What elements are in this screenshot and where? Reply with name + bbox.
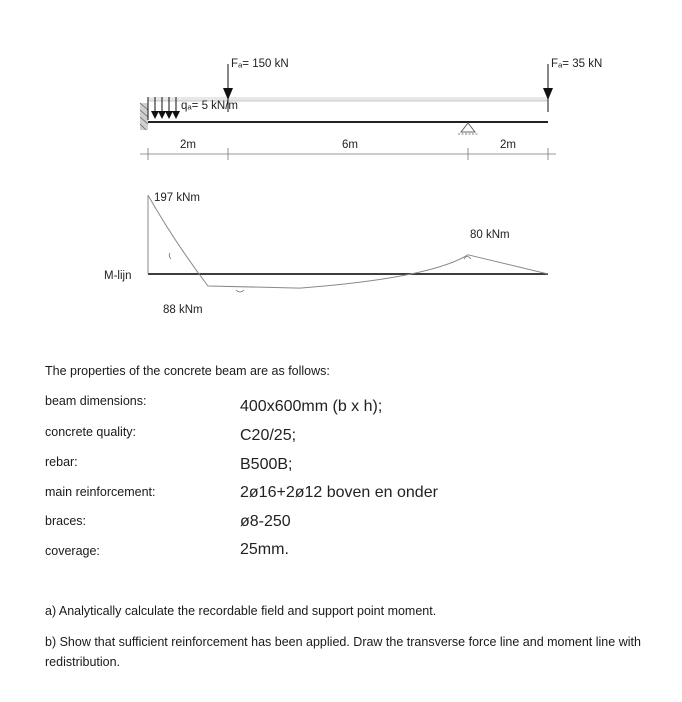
property-value-main-reinforcement: 2ø16+2ø12 boven en onder <box>240 484 438 501</box>
property-label-braces: braces: <box>45 514 86 528</box>
property-label-main-reinforcement: main reinforcement: <box>45 485 156 499</box>
property-value-rebar: B500B; <box>240 456 293 473</box>
question-a: a) Analytically calculate the recordable field and support point moment. <box>45 604 437 618</box>
property-value-braces: ø8-250 <box>240 513 291 530</box>
point-load-right-label: Fₐ= 35 kN <box>551 58 603 70</box>
property-label-rebar: rebar: <box>45 455 78 469</box>
property-value-concrete-quality: C20/25; <box>240 427 297 444</box>
property-label-beam-dimensions: beam dimensions: <box>45 394 147 408</box>
moment-max-label: 197 kNm <box>154 192 201 204</box>
property-label-concrete-quality: concrete quality: <box>45 425 137 439</box>
moment-field-label: 88 kNm <box>163 304 203 316</box>
point-load-left-label: Fₐ= 150 kN <box>231 58 289 70</box>
moment-line-label: M-lijn <box>104 270 132 282</box>
properties-intro: The properties of the concrete beam are as follows: <box>45 364 330 378</box>
question-b: b) Show that sufficient reinforcement has been applied. Draw the transverse force line and moment line with redistribution. <box>45 635 641 669</box>
span-2-label: 6m <box>342 139 358 151</box>
span-3-label: 2m <box>500 139 516 151</box>
distributed-load-label: qₐ= 5 kN/m <box>181 100 239 112</box>
property-value-coverage: 25mm. <box>240 541 289 558</box>
moment-support-label: 80 kNm <box>470 229 510 241</box>
property-label-coverage: coverage: <box>45 544 100 558</box>
property-value-beam-dimensions: 400x600mm (b x h); <box>240 398 383 415</box>
span-1-label: 2m <box>180 139 196 151</box>
